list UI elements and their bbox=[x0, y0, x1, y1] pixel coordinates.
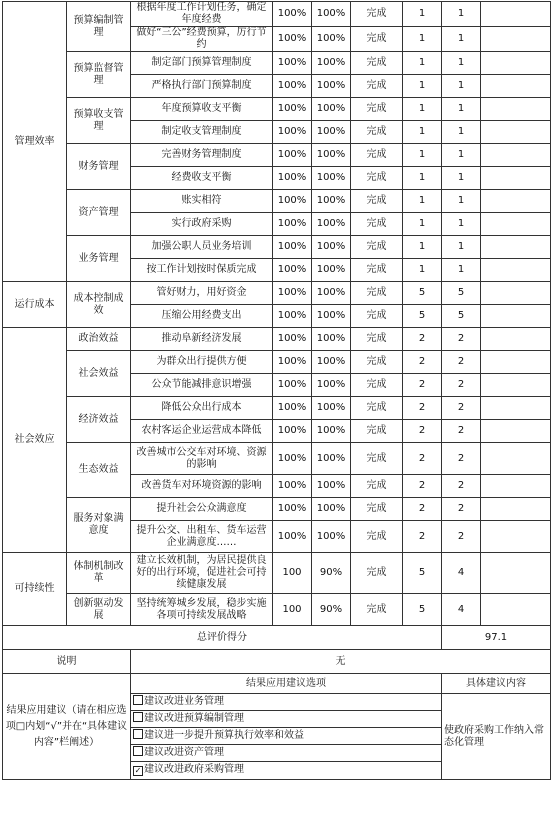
weight-score: 2 bbox=[403, 498, 442, 521]
remark-cell bbox=[481, 167, 551, 190]
remark-cell bbox=[481, 213, 551, 236]
weight-score: 1 bbox=[403, 121, 442, 144]
advice-option-label: 建议进一步提升预算执行效率和效益 bbox=[144, 730, 304, 741]
remark-cell bbox=[481, 190, 551, 213]
remark-cell bbox=[481, 305, 551, 328]
table-row bbox=[3, 98, 551, 121]
remark-cell bbox=[481, 594, 551, 626]
level2-indicator: 政治效益 bbox=[67, 328, 131, 351]
advice-option[interactable] bbox=[131, 745, 441, 762]
table-row bbox=[3, 443, 551, 475]
note-label: 说明 bbox=[3, 650, 131, 674]
target-value: 100% bbox=[273, 98, 312, 121]
target-value: 100% bbox=[273, 167, 312, 190]
weight-score: 1 bbox=[403, 144, 442, 167]
table-row bbox=[3, 328, 551, 351]
level3-indicator: 经费收支平衡 bbox=[131, 167, 273, 190]
advice-options-list bbox=[131, 694, 442, 780]
target-value: 100% bbox=[273, 75, 312, 98]
weight-score: 1 bbox=[403, 259, 442, 282]
weight-score: 5 bbox=[403, 305, 442, 328]
target-value: 100% bbox=[273, 305, 312, 328]
level3-indicator: 推动阜新经济发展 bbox=[131, 328, 273, 351]
actual-score: 1 bbox=[442, 2, 481, 27]
target-value: 100% bbox=[273, 190, 312, 213]
level2-indicator: 成本控制成效 bbox=[67, 282, 131, 328]
total-score-row bbox=[3, 626, 551, 650]
completion-status: 完成 bbox=[351, 397, 403, 420]
level3-indicator: 管好财力，用好资金 bbox=[131, 282, 273, 305]
weight-score: 1 bbox=[403, 2, 442, 27]
remark-cell bbox=[481, 521, 551, 553]
remark-cell bbox=[481, 328, 551, 351]
total-score-value: 97.1 bbox=[442, 626, 551, 650]
weight-score: 5 bbox=[403, 553, 442, 594]
table-row bbox=[3, 397, 551, 420]
completion-status: 完成 bbox=[351, 2, 403, 27]
level2-indicator: 经济效益 bbox=[67, 397, 131, 443]
actual-score: 1 bbox=[442, 236, 481, 259]
weight-score: 1 bbox=[403, 213, 442, 236]
level3-indicator: 制定收支管理制度 bbox=[131, 121, 273, 144]
target-value: 100% bbox=[273, 351, 312, 374]
actual-value: 100% bbox=[312, 98, 351, 121]
completion-status: 完成 bbox=[351, 27, 403, 52]
actual-value: 100% bbox=[312, 475, 351, 498]
evaluation-table bbox=[2, 1, 551, 780]
actual-value: 100% bbox=[312, 397, 351, 420]
actual-score: 5 bbox=[442, 282, 481, 305]
actual-score: 1 bbox=[442, 259, 481, 282]
remark-cell bbox=[481, 282, 551, 305]
weight-score: 2 bbox=[403, 351, 442, 374]
completion-status: 完成 bbox=[351, 75, 403, 98]
target-value: 100% bbox=[273, 521, 312, 553]
actual-value: 100% bbox=[312, 443, 351, 475]
checked-checkbox-icon[interactable]: ✓ bbox=[134, 766, 142, 775]
level1-operating-cost: 运行成本 bbox=[3, 282, 67, 328]
level3-indicator: 为群众出行提供方便 bbox=[131, 351, 273, 374]
actual-value: 100% bbox=[312, 121, 351, 144]
actual-score: 2 bbox=[442, 328, 481, 351]
completion-status: 完成 bbox=[351, 553, 403, 594]
weight-score: 2 bbox=[403, 420, 442, 443]
advice-option[interactable] bbox=[131, 728, 441, 745]
completion-status: 完成 bbox=[351, 121, 403, 144]
level2-indicator: 财务管理 bbox=[67, 144, 131, 190]
actual-value: 100% bbox=[312, 144, 351, 167]
completion-status: 完成 bbox=[351, 236, 403, 259]
remark-cell bbox=[481, 52, 551, 75]
checkbox-icon[interactable] bbox=[133, 695, 143, 705]
completion-status: 完成 bbox=[351, 594, 403, 626]
target-value: 100% bbox=[273, 144, 312, 167]
weight-score: 2 bbox=[403, 374, 442, 397]
remark-cell bbox=[481, 498, 551, 521]
remark-cell bbox=[481, 553, 551, 594]
target-value: 100% bbox=[273, 2, 312, 27]
weight-score: 2 bbox=[403, 397, 442, 420]
remark-cell bbox=[481, 397, 551, 420]
remark-cell bbox=[481, 2, 551, 27]
actual-value: 100% bbox=[312, 52, 351, 75]
level3-indicator: 做好“三公”经费预算，厉行节约 bbox=[131, 27, 273, 52]
level3-indicator: 降低公众出行成本 bbox=[131, 397, 273, 420]
level3-indicator: 年度预算收支平衡 bbox=[131, 98, 273, 121]
target-value: 100% bbox=[273, 121, 312, 144]
remark-cell bbox=[481, 443, 551, 475]
weight-score: 5 bbox=[403, 594, 442, 626]
advice-option-label: 建议改进政府采购管理 bbox=[144, 764, 244, 775]
actual-value: 100% bbox=[312, 328, 351, 351]
level2-indicator: 资产管理 bbox=[67, 190, 131, 236]
level2-indicator: 生态效益 bbox=[67, 443, 131, 498]
level3-indicator: 完善财务管理制度 bbox=[131, 144, 273, 167]
level3-indicator: 建立长效机制，为居民提供良好的出行环境，促进社会可持续健康发展 bbox=[131, 553, 273, 594]
level2-indicator: 社会效益 bbox=[67, 351, 131, 397]
weight-score: 2 bbox=[403, 443, 442, 475]
weight-score: 1 bbox=[403, 98, 442, 121]
level1-management-efficiency: 管理效率 bbox=[3, 2, 67, 282]
actual-score: 1 bbox=[442, 167, 481, 190]
actual-score: 2 bbox=[442, 351, 481, 374]
actual-value: 100% bbox=[312, 27, 351, 52]
completion-status: 完成 bbox=[351, 521, 403, 553]
target-value: 100% bbox=[273, 213, 312, 236]
remark-cell bbox=[481, 351, 551, 374]
target-value: 100% bbox=[273, 420, 312, 443]
actual-score: 1 bbox=[442, 98, 481, 121]
checkbox-icon[interactable] bbox=[133, 729, 143, 739]
actual-score: 2 bbox=[442, 498, 481, 521]
actual-score: 2 bbox=[442, 420, 481, 443]
remark-cell bbox=[481, 259, 551, 282]
advice-header-row bbox=[3, 674, 551, 694]
remark-cell bbox=[481, 121, 551, 144]
note-value: 无 bbox=[131, 650, 551, 674]
actual-value: 100% bbox=[312, 351, 351, 374]
level3-indicator: 严格执行部门预算制度 bbox=[131, 75, 273, 98]
completion-status: 完成 bbox=[351, 374, 403, 397]
actual-score: 1 bbox=[442, 75, 481, 98]
actual-score: 2 bbox=[442, 397, 481, 420]
actual-value: 100% bbox=[312, 190, 351, 213]
actual-value: 100% bbox=[312, 213, 351, 236]
actual-score: 2 bbox=[442, 443, 481, 475]
completion-status: 完成 bbox=[351, 167, 403, 190]
remark-cell bbox=[481, 236, 551, 259]
target-value: 100% bbox=[273, 259, 312, 282]
actual-score: 2 bbox=[442, 475, 481, 498]
completion-status: 完成 bbox=[351, 305, 403, 328]
level3-indicator: 改善货车对环境资源的影响 bbox=[131, 475, 273, 498]
actual-score: 2 bbox=[442, 374, 481, 397]
advice-detail-header: 具体建议内容 bbox=[442, 674, 551, 694]
table-row bbox=[3, 282, 551, 305]
actual-value: 100% bbox=[312, 521, 351, 553]
level3-indicator: 制定部门预算管理制度 bbox=[131, 52, 273, 75]
target-value: 100% bbox=[273, 498, 312, 521]
advice-option-label: 建议改进预算编制管理 bbox=[144, 713, 244, 724]
remark-cell bbox=[481, 98, 551, 121]
actual-value: 100% bbox=[312, 420, 351, 443]
level3-indicator: 农村客运企业运营成本降低 bbox=[131, 420, 273, 443]
target-value: 100% bbox=[273, 397, 312, 420]
weight-score: 2 bbox=[403, 475, 442, 498]
remark-cell bbox=[481, 374, 551, 397]
weight-score: 2 bbox=[403, 328, 442, 351]
remark-cell bbox=[481, 475, 551, 498]
table-row bbox=[3, 190, 551, 213]
level2-indicator: 预算收支管理 bbox=[67, 98, 131, 144]
weight-score: 1 bbox=[403, 236, 442, 259]
level3-indicator: 实行政府采购 bbox=[131, 213, 273, 236]
actual-value: 100% bbox=[312, 259, 351, 282]
advice-label: 结果应用建议（请在相应选项□内划“√”并在“具体建议内容”栏阐述） bbox=[3, 674, 131, 780]
weight-score: 1 bbox=[403, 75, 442, 98]
actual-score: 1 bbox=[442, 27, 481, 52]
actual-value: 100% bbox=[312, 167, 351, 190]
advice-options-header: 结果应用建议选项 bbox=[131, 674, 442, 694]
advice-detail-value: 使政府采购工作纳入常态化管理 bbox=[442, 694, 551, 780]
actual-value: 100% bbox=[312, 282, 351, 305]
table-row bbox=[3, 594, 551, 626]
remark-cell bbox=[481, 27, 551, 52]
level1-social-effect: 社会效应 bbox=[3, 328, 67, 553]
target-value: 100 bbox=[273, 594, 312, 626]
table-row bbox=[3, 351, 551, 374]
checkbox-icon[interactable] bbox=[133, 746, 143, 756]
completion-status: 完成 bbox=[351, 52, 403, 75]
actual-value: 100% bbox=[312, 305, 351, 328]
level2-indicator: 服务对象满意度 bbox=[67, 498, 131, 553]
target-value: 100% bbox=[273, 27, 312, 52]
note-row bbox=[3, 650, 551, 674]
completion-status: 完成 bbox=[351, 443, 403, 475]
target-value: 100% bbox=[273, 328, 312, 351]
actual-value: 100% bbox=[312, 374, 351, 397]
actual-score: 1 bbox=[442, 190, 481, 213]
weight-score: 1 bbox=[403, 190, 442, 213]
completion-status: 完成 bbox=[351, 144, 403, 167]
target-value: 100% bbox=[273, 374, 312, 397]
level3-indicator: 提升社会公众满意度 bbox=[131, 498, 273, 521]
actual-value: 100% bbox=[312, 498, 351, 521]
advice-option-label: 建议改进资产管理 bbox=[144, 747, 224, 758]
advice-option-label: 建议改进业务管理 bbox=[144, 696, 224, 707]
level3-indicator: 坚持统筹城乡发展，稳步实施各项可持续发展战略 bbox=[131, 594, 273, 626]
level2-indicator: 预算监督管理 bbox=[67, 52, 131, 98]
target-value: 100% bbox=[273, 282, 312, 305]
table-row bbox=[3, 553, 551, 594]
actual-score: 1 bbox=[442, 213, 481, 236]
level3-indicator: 按工作计划按时保质完成 bbox=[131, 259, 273, 282]
level3-indicator: 账实相符 bbox=[131, 190, 273, 213]
actual-value: 100% bbox=[312, 75, 351, 98]
weight-score: 5 bbox=[403, 282, 442, 305]
actual-value: 100% bbox=[312, 236, 351, 259]
level3-indicator: 压缩公用经费支出 bbox=[131, 305, 273, 328]
table-row bbox=[3, 52, 551, 75]
completion-status: 完成 bbox=[351, 282, 403, 305]
actual-score: 1 bbox=[442, 121, 481, 144]
level3-indicator: 公众节能减排意识增强 bbox=[131, 374, 273, 397]
checkbox-icon[interactable] bbox=[133, 712, 143, 722]
advice-option[interactable] bbox=[131, 694, 441, 711]
actual-score: 4 bbox=[442, 594, 481, 626]
completion-status: 完成 bbox=[351, 213, 403, 236]
level3-indicator: 根据年度工作计划任务，确定年度经费 bbox=[131, 2, 273, 27]
target-value: 100% bbox=[273, 236, 312, 259]
completion-status: 完成 bbox=[351, 328, 403, 351]
completion-status: 完成 bbox=[351, 351, 403, 374]
actual-score: 4 bbox=[442, 553, 481, 594]
completion-status: 完成 bbox=[351, 475, 403, 498]
weight-score: 2 bbox=[403, 521, 442, 553]
actual-value: 100% bbox=[312, 2, 351, 27]
completion-status: 完成 bbox=[351, 98, 403, 121]
actual-score: 1 bbox=[442, 144, 481, 167]
level3-indicator: 提升公交、出租车、货车运营企业满意度…… bbox=[131, 521, 273, 553]
level3-indicator: 加强公职人员业务培训 bbox=[131, 236, 273, 259]
advice-option[interactable] bbox=[131, 762, 441, 778]
weight-score: 1 bbox=[403, 52, 442, 75]
actual-score: 1 bbox=[442, 52, 481, 75]
target-value: 100 bbox=[273, 553, 312, 594]
remark-cell bbox=[481, 75, 551, 98]
advice-option[interactable] bbox=[131, 711, 441, 728]
level2-indicator: 体制机制改革 bbox=[67, 553, 131, 594]
level2-indicator: 业务管理 bbox=[67, 236, 131, 282]
completion-status: 完成 bbox=[351, 420, 403, 443]
level1-sustainability: 可持续性 bbox=[3, 553, 67, 626]
table-row bbox=[3, 236, 551, 259]
target-value: 100% bbox=[273, 52, 312, 75]
table-row bbox=[3, 144, 551, 167]
completion-status: 完成 bbox=[351, 190, 403, 213]
actual-score: 5 bbox=[442, 305, 481, 328]
actual-score: 2 bbox=[442, 521, 481, 553]
completion-status: 完成 bbox=[351, 259, 403, 282]
actual-value: 90% bbox=[312, 594, 351, 626]
level2-indicator: 预算编制管理 bbox=[67, 2, 131, 52]
target-value: 100% bbox=[273, 443, 312, 475]
actual-value: 90% bbox=[312, 553, 351, 594]
remark-cell bbox=[481, 144, 551, 167]
weight-score: 1 bbox=[403, 27, 442, 52]
table-row bbox=[3, 2, 551, 27]
target-value: 100% bbox=[273, 475, 312, 498]
level3-indicator: 改善城市公交车对环境、资源的影响 bbox=[131, 443, 273, 475]
remark-cell bbox=[481, 420, 551, 443]
weight-score: 1 bbox=[403, 167, 442, 190]
table-row bbox=[3, 498, 551, 521]
total-score-label: 总评价得分 bbox=[3, 626, 442, 650]
level2-indicator: 创新驱动发展 bbox=[67, 594, 131, 626]
completion-status: 完成 bbox=[351, 498, 403, 521]
